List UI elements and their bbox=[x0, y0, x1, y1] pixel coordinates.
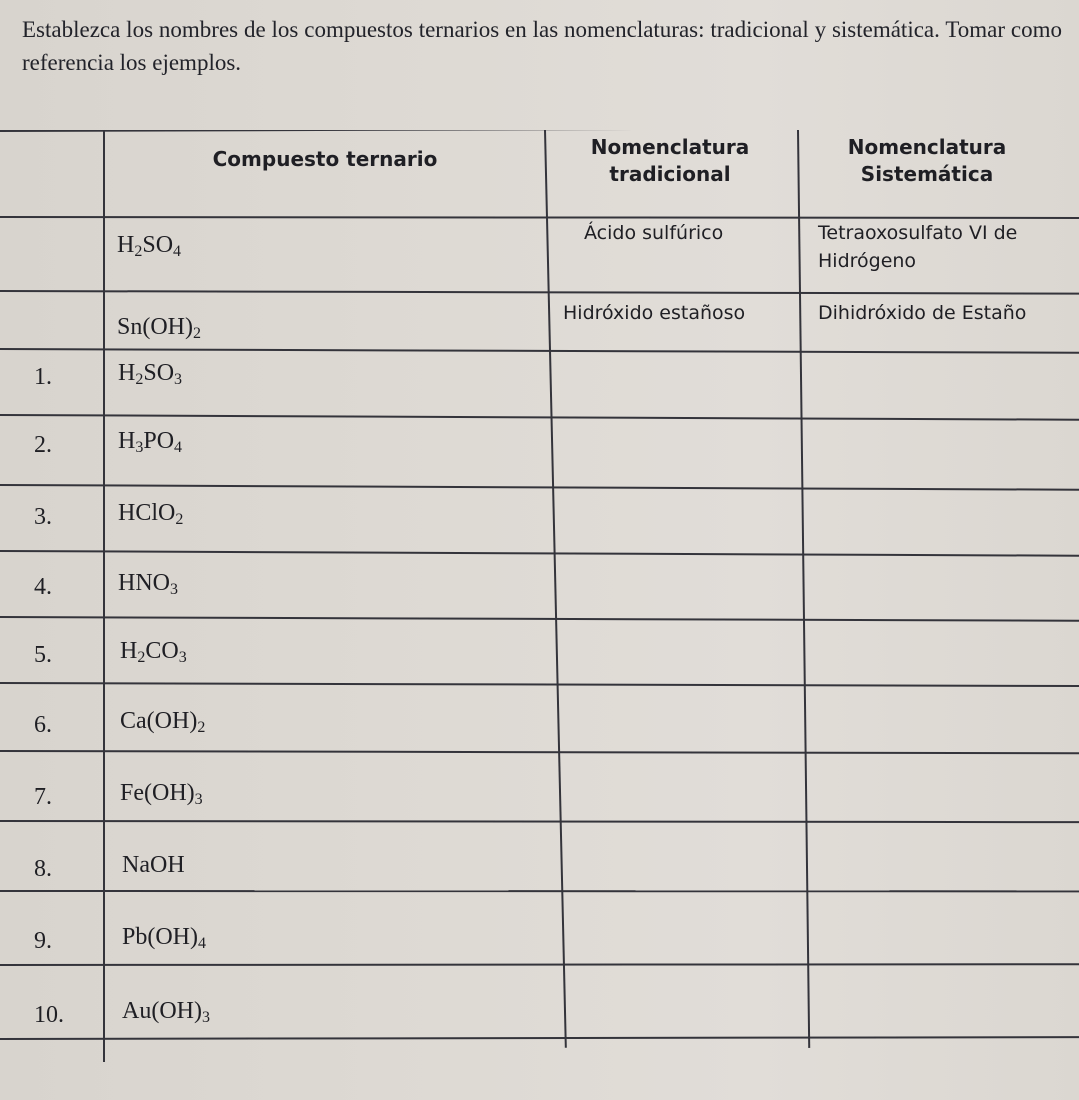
traditional-example-2: Hidróxido estañoso bbox=[563, 302, 746, 324]
formula-row: $HNO_3$ bbox=[118, 570, 178, 598]
formula-row: $Fe(OH)_3$ bbox=[120, 780, 203, 808]
header-systematic-line2: Sistemática bbox=[860, 162, 994, 186]
row-number: 10. bbox=[34, 1002, 64, 1028]
grid-line bbox=[0, 682, 1079, 687]
row-number: 7. bbox=[34, 784, 52, 810]
table-gridlines bbox=[0, 130, 1079, 1100]
header-traditional-line1: Nomenclatura bbox=[590, 135, 750, 159]
compound-table bbox=[0, 130, 1079, 1100]
row-number: 1. bbox=[34, 364, 52, 390]
grid-line bbox=[0, 414, 1079, 421]
grid-line bbox=[0, 820, 1079, 823]
grid-line bbox=[0, 550, 1079, 557]
instructions-text: Establezca los nombres de los compuestos ternarios en las nomenclaturas: tradicional y sistemática. Tomar como referencia los ejemplos. bbox=[22, 17, 1062, 75]
row-number: 9. bbox=[34, 928, 52, 954]
formula-row: $H_2CO_3$ bbox=[120, 638, 187, 666]
formula-example-1: $H_2SO_4$ bbox=[117, 232, 182, 260]
grid-line bbox=[0, 130, 1079, 132]
grid-line bbox=[0, 1036, 1079, 1040]
formula-example-2: $Sn(OH)_2$ bbox=[117, 314, 201, 342]
grid-line bbox=[0, 216, 1079, 219]
row-number: 5. bbox=[34, 642, 52, 668]
row-number: 4. bbox=[34, 574, 52, 600]
header-systematic-line1: Nomenclatura bbox=[847, 135, 1007, 159]
header-systematic bbox=[812, 134, 1042, 188]
header-traditional bbox=[555, 134, 785, 188]
header-traditional-line2: tradicional bbox=[609, 162, 731, 186]
formula-row: $Pb(OH)_4$ bbox=[122, 924, 206, 952]
row-number: 8. bbox=[34, 856, 52, 882]
row-number: 2. bbox=[34, 432, 52, 458]
grid-line bbox=[797, 130, 810, 1048]
header-compound: Compuesto ternario bbox=[212, 147, 438, 171]
formula-row: $Ca(OH)_2$ bbox=[120, 708, 206, 736]
grid-line bbox=[0, 290, 1079, 295]
grid-line bbox=[0, 484, 1079, 491]
formula-row: $H_3PO_4$ bbox=[118, 428, 183, 456]
formula-row: $Au(OH)_3$ bbox=[122, 998, 210, 1026]
grid-line bbox=[0, 348, 1079, 354]
formula-row: NaOH bbox=[122, 852, 185, 878]
row-number: 3. bbox=[34, 504, 52, 530]
grid-line bbox=[0, 616, 1079, 622]
grid-line bbox=[0, 963, 1079, 966]
systematic-example-1: Tetraoxosulfato VI de Hidrógeno bbox=[818, 222, 1018, 272]
grid-line bbox=[103, 130, 105, 1062]
grid-line bbox=[0, 890, 1079, 892]
grid-line bbox=[0, 750, 1079, 754]
formula-row: $H_2SO_3$ bbox=[118, 360, 183, 388]
formula-row: HClO$_2$ bbox=[118, 500, 184, 528]
grid-line bbox=[544, 130, 567, 1048]
traditional-example-1: Ácido sulfúrico bbox=[584, 222, 724, 244]
row-number: 6. bbox=[34, 712, 52, 738]
systematic-example-2: Dihidróxido de Estaño bbox=[818, 302, 1027, 324]
